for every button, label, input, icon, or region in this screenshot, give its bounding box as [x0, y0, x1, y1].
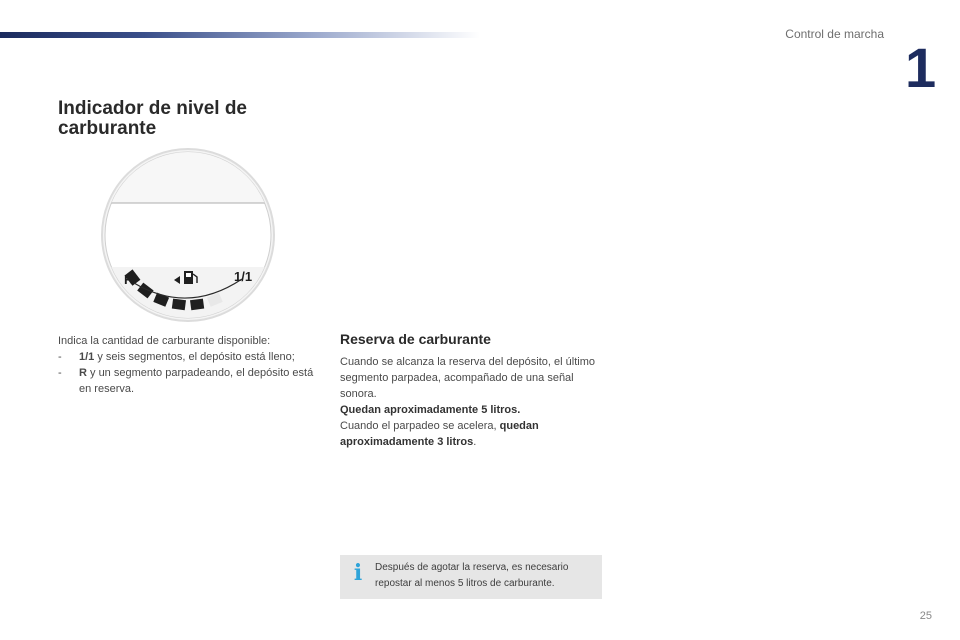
gauge-label-full: 1/1: [234, 269, 253, 284]
gauge-segment: [172, 299, 186, 311]
chapter-number: 1: [905, 36, 937, 99]
info-note-box: [340, 555, 602, 599]
intro-text: Indica la cantidad de carburante disponible:: [58, 335, 271, 347]
section-label: Control de marcha: [785, 27, 884, 41]
left-description: [58, 333, 323, 397]
reserve-section-title: Reserva de carburante: [340, 331, 491, 347]
reserve-paragraph-2: Cuando el parpadeo se acelera, quedan aproximadamente 3 litros.: [340, 420, 539, 448]
page-title: Indicador de nivel de carburante: [58, 98, 247, 139]
reserve-description: [340, 354, 602, 450]
list-item: - 1/1 y seis segmentos, el depósito está lleno;: [58, 351, 295, 363]
list-item: - R y un segmento parpadeando, el depósito está en reserva.: [58, 367, 314, 395]
fuel-gauge-illustration: [100, 147, 276, 323]
info-note-text: Después de agotar la reserva, es necesario repostar al menos 5 litros de carburante.: [375, 562, 569, 589]
gauge-label-reserve: R: [124, 272, 134, 287]
page-number: 25: [919, 610, 932, 622]
reserve-bold-line: Quedan aproximadamente 5 litros.: [340, 404, 521, 416]
header-color-bar: [0, 32, 480, 38]
info-icon: i: [353, 560, 363, 586]
reserve-paragraph: Cuando se alcanza la reserva del depósito, el último segmento parpadea, acompañado de una señal sonora.: [340, 356, 595, 400]
gauge-segment: [190, 299, 204, 311]
